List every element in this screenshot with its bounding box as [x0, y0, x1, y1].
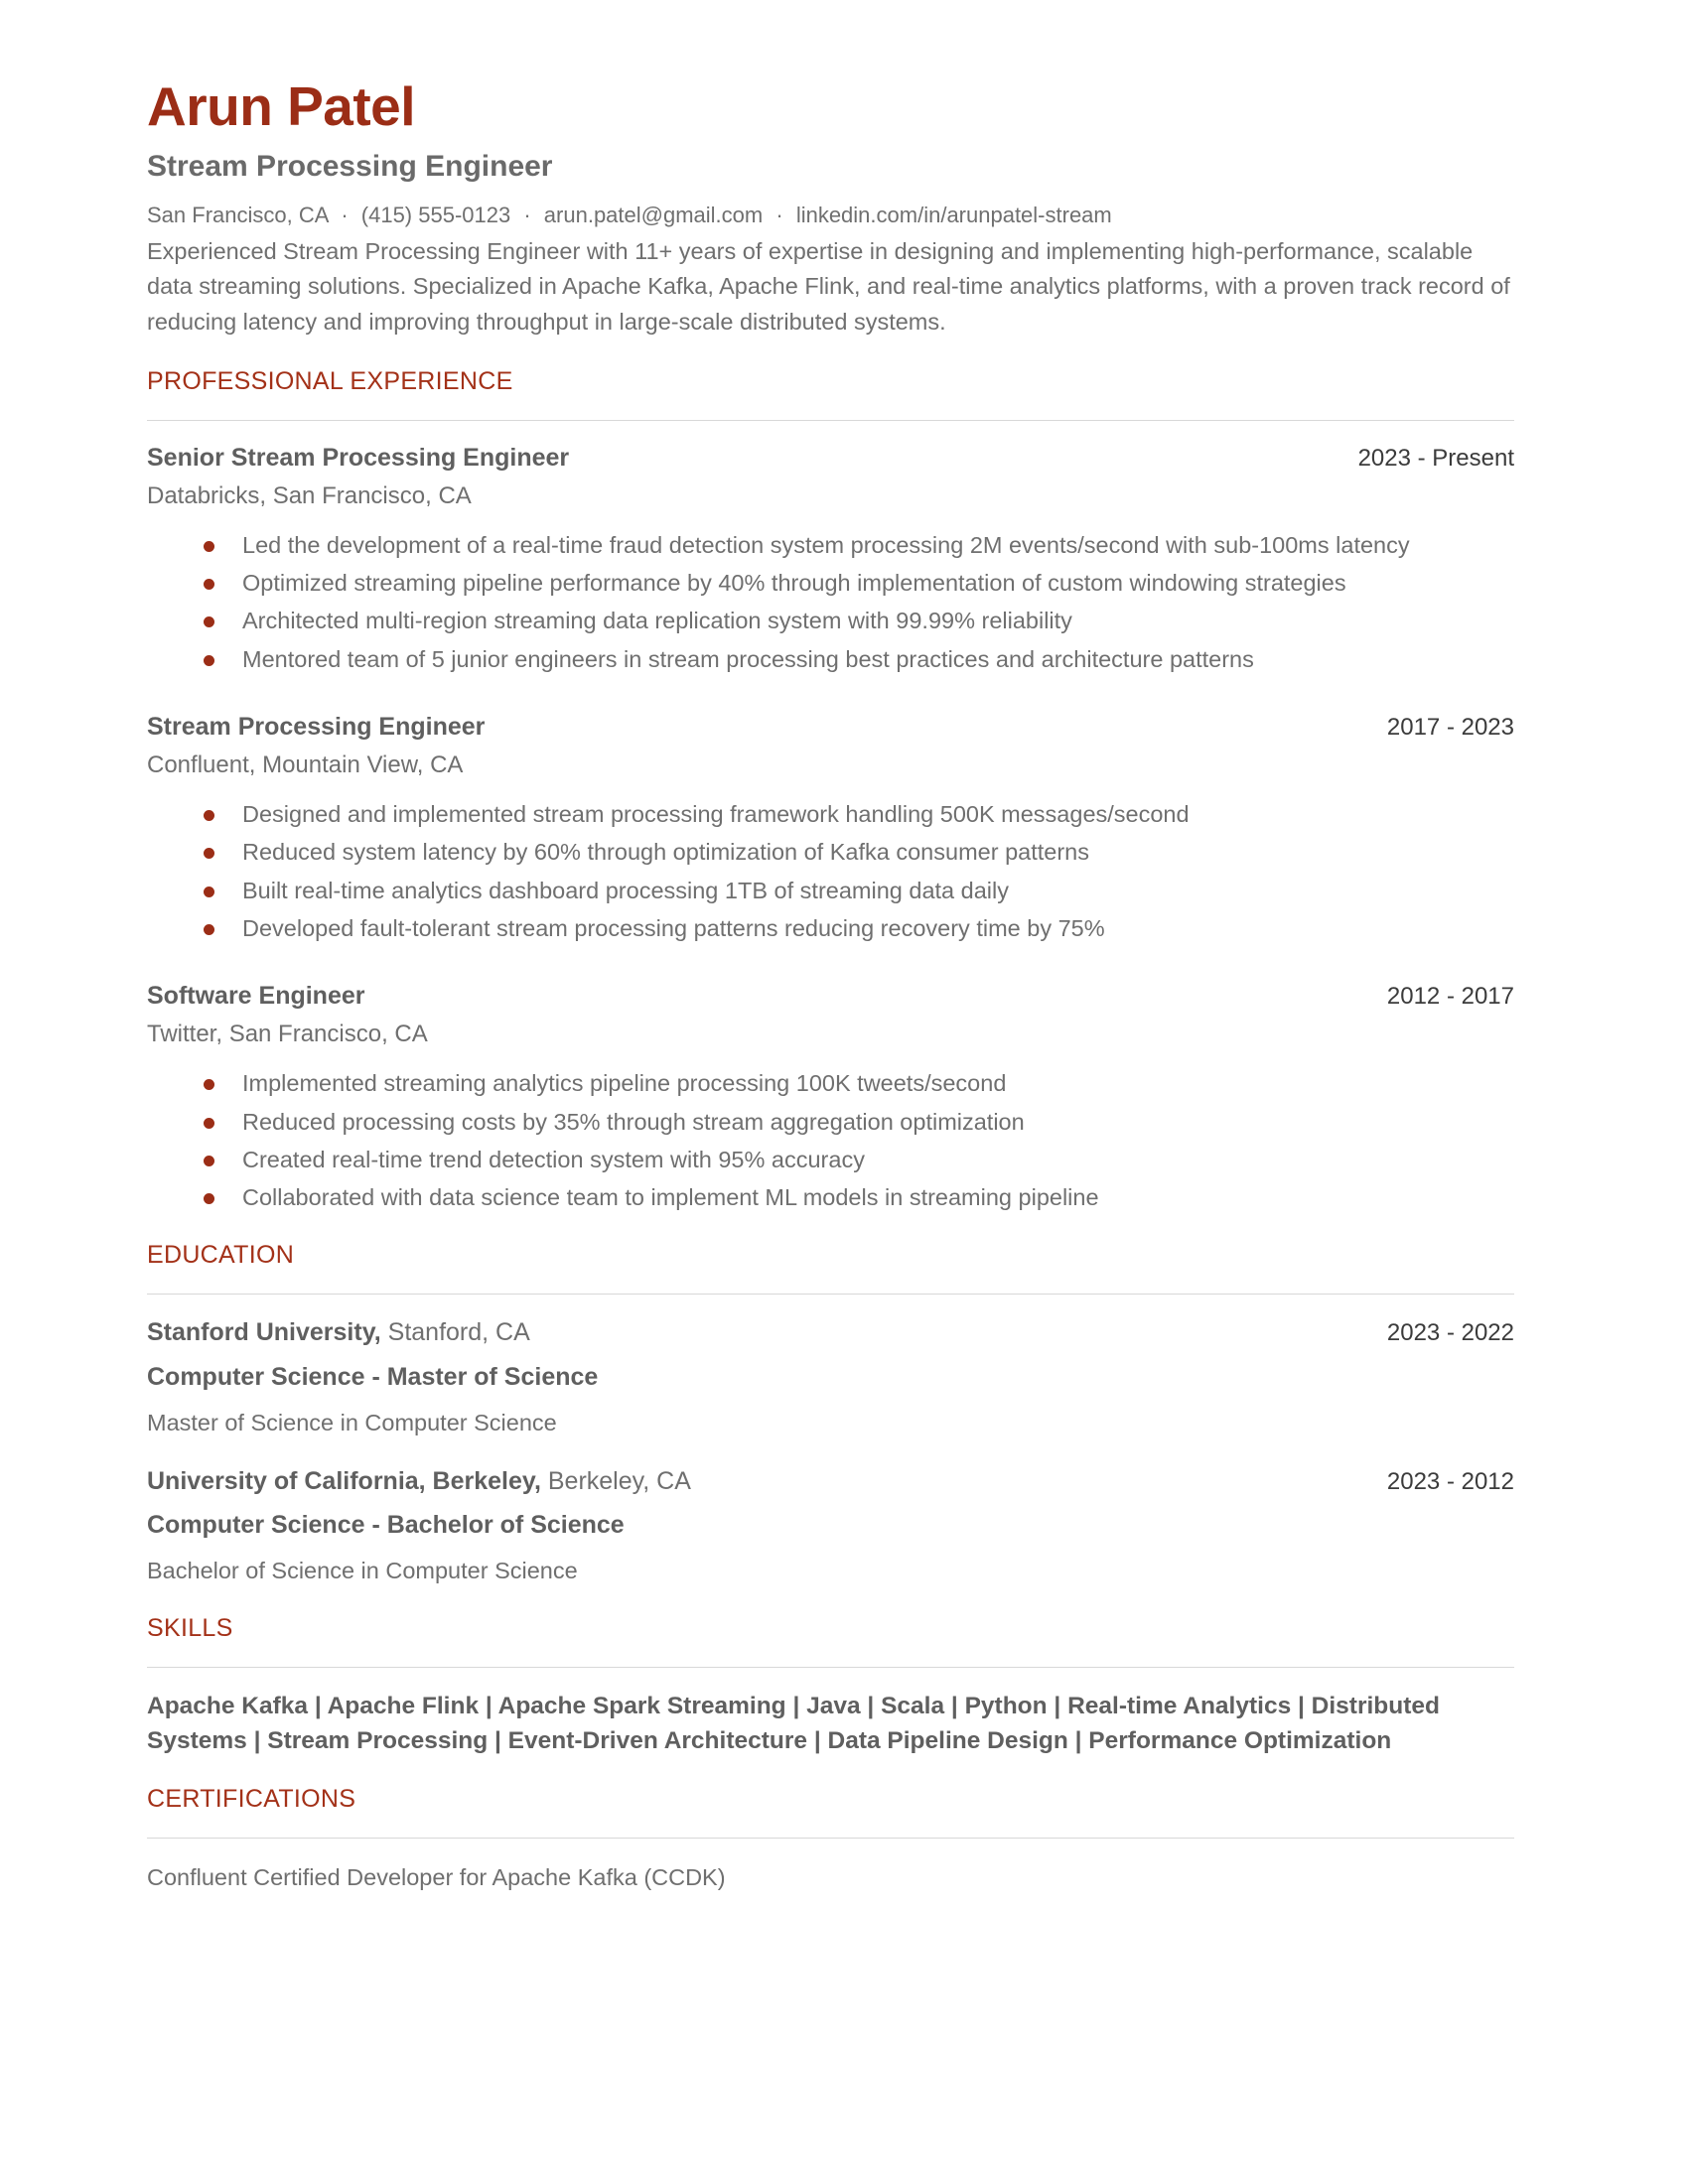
- education-school: [147, 1465, 691, 1498]
- experience-entry: [147, 712, 1514, 945]
- experience-bullet-text: Mentored team of 5 junior engineers in stream processing best practices and architecture patterns: [242, 645, 1254, 672]
- section-title-certifications: CERTIFICATIONS: [147, 1785, 356, 1814]
- experience-bullet-text: Designed and implemented stream processing framework handling 500K messages/second: [242, 801, 1190, 828]
- bullet-dot-icon: [204, 541, 214, 552]
- contact-email[interactable]: arun.patel@gmail.com: [543, 202, 764, 227]
- section-certifications: [147, 1784, 1514, 1894]
- experience-bullet-text: Architected multi-region streaming data replication system with 99.99% reliability: [242, 608, 1072, 634]
- contact-location: San Francisco, CA: [147, 202, 329, 227]
- experience-bullet: [147, 874, 1514, 907]
- experience-entry-header: [147, 712, 1514, 743]
- experience-bullet-list: [147, 797, 1514, 945]
- education-date-range: 2023 - 2022: [1386, 1319, 1514, 1347]
- spacer: [147, 951, 1514, 981]
- experience-bullet: [147, 1180, 1514, 1214]
- education-degree: Computer Science - Master of Science: [147, 1362, 599, 1391]
- experience-bullet: [147, 1066, 1514, 1100]
- education-note: Bachelor of Science in Computer Science: [147, 1557, 578, 1583]
- experience-entry: [147, 443, 1514, 676]
- experience-entry-header: [147, 443, 1514, 474]
- experience-bullet: [147, 911, 1514, 945]
- experience-bullet: [147, 528, 1514, 562]
- contact-line: [147, 201, 1514, 230]
- candidate-headline: Stream Processing Engineer: [147, 150, 553, 184]
- experience-bullet-text: Led the development of a real-time fraud detection system processing 2M events/second with sub-100ms latency: [242, 531, 1410, 558]
- section-divider: [147, 1838, 1514, 1839]
- bullet-dot-icon: [204, 810, 214, 821]
- section-title-skills: SKILLS: [147, 1613, 233, 1642]
- experience-bullet-text: Created real-time trend detection system with 95% accuracy: [242, 1146, 865, 1172]
- contact-phone: (415) 555-0123: [360, 202, 511, 227]
- experience-job-title: Senior Stream Processing Engineer: [147, 443, 570, 472]
- section-education: [147, 1240, 1514, 1586]
- section-divider: [147, 1294, 1514, 1295]
- experience-bullet: [147, 642, 1514, 676]
- bullet-dot-icon: [204, 924, 214, 935]
- experience-job-title: Software Engineer: [147, 982, 365, 1011]
- spacer: [147, 1443, 1514, 1465]
- certification-item: Confluent Certified Developer for Apache Kafka (CCDK): [147, 1864, 726, 1891]
- contact-separator-icon: ·: [341, 202, 349, 227]
- education-entry-header: [147, 1465, 1514, 1498]
- bullet-dot-icon: [204, 1156, 214, 1166]
- experience-bullet: [147, 604, 1514, 637]
- experience-bullet-text: Collaborated with data science team to implement ML models in streaming pipeline: [242, 1184, 1099, 1211]
- education-school: [147, 1316, 530, 1349]
- experience-bullet: [147, 835, 1514, 869]
- experience-bullet: [147, 1105, 1514, 1139]
- experience-bullet-text: Implemented streaming analytics pipeline processing 100K tweets/second: [242, 1070, 1007, 1097]
- experience-job-title: Stream Processing Engineer: [147, 712, 486, 741]
- candidate-name: Arun Patel: [147, 75, 416, 137]
- bullet-dot-icon: [204, 887, 214, 897]
- bullet-dot-icon: [204, 1193, 214, 1204]
- experience-bullet-list: [147, 1066, 1514, 1214]
- experience-entry: [147, 981, 1514, 1214]
- experience-bullet: [147, 797, 1514, 831]
- education-school-name: Stanford University,: [147, 1318, 381, 1347]
- experience-bullet-text: Built real-time analytics dashboard processing 1TB of streaming data daily: [242, 877, 1009, 903]
- experience-date-range: 2023 - Present: [1357, 444, 1514, 472]
- education-note: Master of Science in Computer Science: [147, 1409, 557, 1435]
- education-school-location: Stanford, CA: [387, 1318, 530, 1347]
- education-entry: [147, 1465, 1514, 1587]
- bullet-dot-icon: [204, 1118, 214, 1129]
- experience-bullet: [147, 1143, 1514, 1176]
- education-date-range: 2023 - 2012: [1386, 1467, 1514, 1495]
- education-school-location: Berkeley, CA: [547, 1466, 691, 1495]
- contact-separator-icon: ·: [523, 202, 531, 227]
- experience-date-range: 2017 - 2023: [1386, 713, 1514, 741]
- experience-organization: Confluent, Mountain View, CA: [147, 751, 464, 779]
- resume-header: [147, 77, 1514, 341]
- experience-organization: Twitter, San Francisco, CA: [147, 1021, 428, 1048]
- experience-bullet-text: Optimized streaming pipeline performance by 40% through implementation of custom windowing strategies: [242, 570, 1346, 597]
- experience-bullet: [147, 566, 1514, 600]
- bullet-dot-icon: [204, 579, 214, 590]
- section-title-experience: PROFESSIONAL EXPERIENCE: [147, 366, 513, 395]
- bullet-dot-icon: [204, 616, 214, 627]
- bullet-dot-icon: [204, 655, 214, 666]
- experience-bullet-text: Reduced system latency by 60% through optimization of Kafka consumer patterns: [242, 839, 1089, 866]
- section-skills: [147, 1613, 1514, 1759]
- experience-entry-header: [147, 981, 1514, 1012]
- bullet-dot-icon: [204, 848, 214, 859]
- experience-date-range: 2012 - 2017: [1386, 983, 1514, 1011]
- bullet-dot-icon: [204, 1079, 214, 1090]
- section-divider: [147, 420, 1514, 421]
- education-school-name: University of California, Berkeley,: [147, 1466, 541, 1495]
- experience-bullet-list: [147, 528, 1514, 676]
- professional-summary: Experienced Stream Processing Engineer with 11+ years of expertise in designing and implementing high-performance, scalable data streaming solutions. Specialized in Apache Kafka, Apache Flink, and real-time analytics platforms, with a proven track record of reducing latency and improving throughput in large-scale distributed systems.: [147, 237, 1510, 336]
- education-entry-header: [147, 1316, 1514, 1349]
- section-title-education: EDUCATION: [147, 1241, 295, 1270]
- section-divider: [147, 1667, 1514, 1668]
- experience-bullet-text: Developed fault-tolerant stream processing patterns reducing recovery time by 75%: [242, 914, 1105, 941]
- spacer: [147, 682, 1514, 712]
- education-entry: [147, 1316, 1514, 1438]
- experience-bullet-text: Reduced processing costs by 35% through stream aggregation optimization: [242, 1108, 1025, 1135]
- skills-list: Apache Kafka | Apache Flink | Apache Spark Streaming | Java | Scala | Python | Real-time Analytics | Distributed Systems | Stream Processing | Event-Driven Architecture | Data Pipeline Design | Performance Optimization: [147, 1692, 1440, 1754]
- education-degree: Computer Science - Bachelor of Science: [147, 1511, 625, 1540]
- contact-linkedin[interactable]: linkedin.com/in/arunpatel-stream: [795, 202, 1112, 227]
- section-professional-experience: [147, 366, 1514, 1215]
- experience-organization: Databricks, San Francisco, CA: [147, 481, 472, 509]
- contact-separator-icon: ·: [775, 202, 783, 227]
